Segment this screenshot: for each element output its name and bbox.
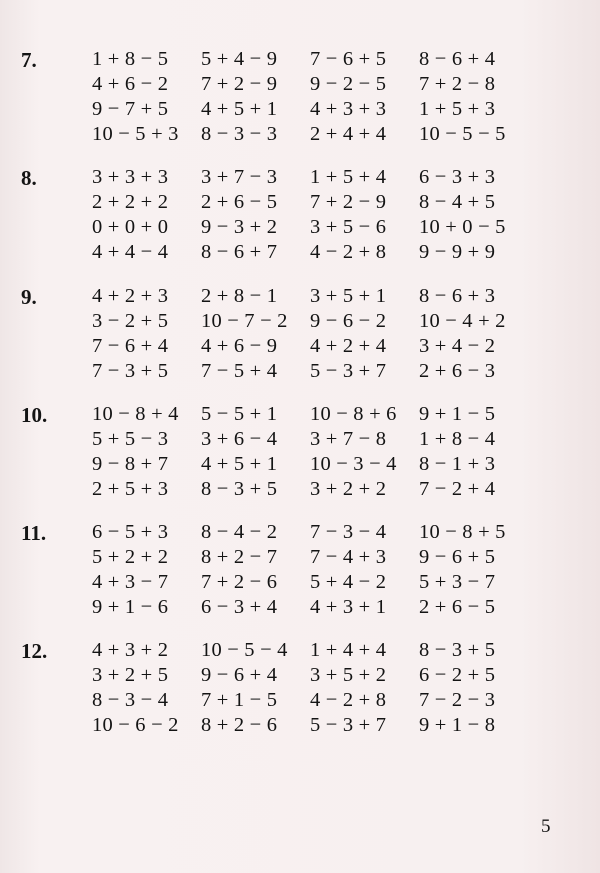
problem-row — [0, 545, 600, 569]
problem-row — [0, 688, 600, 712]
arithmetic-problem: 9 − 9 + 9 — [419, 241, 496, 263]
arithmetic-problem: 8 − 3 + 5 — [419, 639, 496, 661]
problem-row — [0, 427, 600, 451]
problem-row — [0, 240, 600, 264]
arithmetic-problem: 10 − 4 + 2 — [419, 310, 506, 332]
arithmetic-problem: 5 + 4 − 2 — [310, 571, 387, 593]
arithmetic-problem: 9 + 1 − 8 — [419, 714, 496, 736]
problem-row — [0, 359, 600, 383]
arithmetic-problem: 9 − 3 + 2 — [201, 216, 278, 238]
arithmetic-problem: 8 − 1 + 3 — [419, 453, 496, 475]
arithmetic-problem: 4 + 6 − 2 — [92, 73, 169, 95]
exercise-number: 11. — [21, 521, 47, 545]
problem-row — [0, 334, 600, 358]
arithmetic-problem: 3 + 5 − 6 — [310, 216, 387, 238]
arithmetic-problem: 7 − 4 + 3 — [310, 546, 387, 568]
problem-row — [0, 402, 600, 426]
problem-row — [0, 520, 600, 544]
problem-row — [0, 190, 600, 214]
arithmetic-problem: 5 + 5 − 3 — [92, 428, 169, 450]
arithmetic-problem: 3 + 7 − 3 — [201, 166, 278, 188]
arithmetic-problem: 7 + 2 − 8 — [419, 73, 496, 95]
arithmetic-problem: 2 + 2 + 2 — [92, 191, 169, 213]
arithmetic-problem: 8 − 6 + 4 — [419, 48, 496, 70]
arithmetic-problem: 8 − 3 − 4 — [92, 689, 169, 711]
problem-row — [0, 713, 600, 737]
arithmetic-problem: 8 + 2 − 7 — [201, 546, 278, 568]
arithmetic-problem: 7 − 3 − 4 — [310, 521, 387, 543]
problem-row — [0, 72, 600, 96]
exercise-7 — [0, 47, 600, 147]
arithmetic-problem: 8 − 4 − 2 — [201, 521, 278, 543]
arithmetic-problem: 4 − 2 + 8 — [310, 689, 387, 711]
arithmetic-problem: 2 + 8 − 1 — [201, 285, 278, 307]
exercise-12 — [0, 638, 600, 738]
arithmetic-problem: 9 − 7 + 5 — [92, 98, 169, 120]
exercise-10 — [0, 402, 600, 502]
arithmetic-problem: 6 − 2 + 5 — [419, 664, 496, 686]
problem-row — [0, 663, 600, 687]
arithmetic-problem: 3 + 2 + 5 — [92, 664, 169, 686]
arithmetic-problem: 3 + 4 − 2 — [419, 335, 496, 357]
arithmetic-problem: 4 + 2 + 3 — [92, 285, 169, 307]
arithmetic-problem: 8 − 6 + 7 — [201, 241, 278, 263]
arithmetic-problem: 6 − 3 + 4 — [201, 596, 278, 618]
arithmetic-problem: 1 + 5 + 3 — [419, 98, 496, 120]
arithmetic-problem: 10 − 7 − 2 — [201, 310, 288, 332]
arithmetic-problem: 2 + 5 + 3 — [92, 478, 169, 500]
problem-row — [0, 284, 600, 308]
problem-row — [0, 122, 600, 146]
arithmetic-problem: 7 + 2 − 9 — [310, 191, 387, 213]
arithmetic-problem: 9 + 1 − 5 — [419, 403, 496, 425]
arithmetic-problem: 9 − 6 − 2 — [310, 310, 387, 332]
arithmetic-problem: 8 − 4 + 5 — [419, 191, 496, 213]
arithmetic-problem: 4 + 3 + 1 — [310, 596, 387, 618]
arithmetic-problem: 4 + 5 + 1 — [201, 98, 278, 120]
arithmetic-problem: 4 − 2 + 8 — [310, 241, 387, 263]
arithmetic-problem: 5 − 5 + 1 — [201, 403, 278, 425]
problem-row — [0, 595, 600, 619]
arithmetic-problem: 3 + 2 + 2 — [310, 478, 387, 500]
arithmetic-problem: 7 − 5 + 4 — [201, 360, 278, 382]
arithmetic-problem: 5 + 4 − 9 — [201, 48, 278, 70]
arithmetic-problem: 3 + 7 − 8 — [310, 428, 387, 450]
arithmetic-problem: 5 + 3 − 7 — [419, 571, 496, 593]
arithmetic-problem: 4 + 6 − 9 — [201, 335, 278, 357]
arithmetic-problem: 4 + 5 + 1 — [201, 453, 278, 475]
arithmetic-problem: 1 + 8 − 4 — [419, 428, 496, 450]
problem-row — [0, 570, 600, 594]
arithmetic-problem: 1 + 5 + 4 — [310, 166, 387, 188]
arithmetic-problem: 2 + 6 − 5 — [201, 191, 278, 213]
arithmetic-problem: 1 + 4 + 4 — [310, 639, 387, 661]
arithmetic-problem: 8 − 3 + 5 — [201, 478, 278, 500]
arithmetic-problem: 5 − 3 + 7 — [310, 360, 387, 382]
arithmetic-problem: 6 − 3 + 3 — [419, 166, 496, 188]
arithmetic-problem: 2 + 6 − 3 — [419, 360, 496, 382]
problem-row — [0, 47, 600, 71]
arithmetic-problem: 7 + 2 − 6 — [201, 571, 278, 593]
exercise-11 — [0, 520, 600, 620]
arithmetic-problem: 10 − 8 + 4 — [92, 403, 179, 425]
problem-row — [0, 452, 600, 476]
arithmetic-problem: 3 + 5 + 1 — [310, 285, 387, 307]
arithmetic-problem: 7 − 6 + 5 — [310, 48, 387, 70]
arithmetic-problem: 3 − 2 + 5 — [92, 310, 169, 332]
arithmetic-problem: 10 − 5 + 3 — [92, 123, 179, 145]
exercise-8 — [0, 165, 600, 265]
exercise-number: 9. — [21, 285, 37, 309]
exercise-number: 8. — [21, 166, 37, 190]
arithmetic-problem: 7 − 2 + 4 — [419, 478, 496, 500]
arithmetic-problem: 10 − 5 − 5 — [419, 123, 506, 145]
problem-row — [0, 309, 600, 333]
arithmetic-problem: 4 + 3 + 3 — [310, 98, 387, 120]
arithmetic-problem: 3 + 5 + 2 — [310, 664, 387, 686]
arithmetic-problem: 1 + 8 − 5 — [92, 48, 169, 70]
exercise-9 — [0, 284, 600, 384]
arithmetic-problem: 8 − 6 + 3 — [419, 285, 496, 307]
arithmetic-problem: 3 + 3 + 3 — [92, 166, 169, 188]
arithmetic-problem: 4 + 3 + 2 — [92, 639, 169, 661]
arithmetic-problem: 3 + 6 − 4 — [201, 428, 278, 450]
arithmetic-problem: 10 − 8 + 6 — [310, 403, 397, 425]
arithmetic-problem: 7 − 3 + 5 — [92, 360, 169, 382]
arithmetic-problem: 9 − 6 + 4 — [201, 664, 278, 686]
exercise-number: 10. — [21, 403, 48, 427]
arithmetic-problem: 7 − 6 + 4 — [92, 335, 169, 357]
problem-row — [0, 97, 600, 121]
problem-row — [0, 215, 600, 239]
arithmetic-problem: 6 − 5 + 3 — [92, 521, 169, 543]
problem-row — [0, 638, 600, 662]
arithmetic-problem: 9 − 6 + 5 — [419, 546, 496, 568]
arithmetic-problem: 0 + 0 + 0 — [92, 216, 169, 238]
arithmetic-problem: 10 + 0 − 5 — [419, 216, 506, 238]
arithmetic-problem: 7 + 2 − 9 — [201, 73, 278, 95]
exercise-number: 7. — [21, 48, 37, 72]
arithmetic-problem: 5 + 2 + 2 — [92, 546, 169, 568]
arithmetic-problem: 5 − 3 + 7 — [310, 714, 387, 736]
arithmetic-problem: 10 − 5 − 4 — [201, 639, 288, 661]
arithmetic-problem: 2 + 6 − 5 — [419, 596, 496, 618]
arithmetic-problem: 10 − 3 − 4 — [310, 453, 397, 475]
arithmetic-problem: 2 + 4 + 4 — [310, 123, 387, 145]
arithmetic-problem: 7 + 1 − 5 — [201, 689, 278, 711]
arithmetic-problem: 7 − 2 − 3 — [419, 689, 496, 711]
arithmetic-problem: 9 − 2 − 5 — [310, 73, 387, 95]
exercise-number: 12. — [21, 639, 48, 663]
arithmetic-problem: 9 + 1 − 6 — [92, 596, 169, 618]
arithmetic-problem: 4 + 2 + 4 — [310, 335, 387, 357]
arithmetic-problem: 8 − 3 − 3 — [201, 123, 278, 145]
arithmetic-problem: 10 − 6 − 2 — [92, 714, 179, 736]
arithmetic-problem: 4 + 3 − 7 — [92, 571, 169, 593]
page-number: 5 — [541, 816, 551, 837]
arithmetic-problem: 10 − 8 + 5 — [419, 521, 506, 543]
problem-row — [0, 165, 600, 189]
arithmetic-problem: 8 + 2 − 6 — [201, 714, 278, 736]
problem-row — [0, 477, 600, 501]
arithmetic-problem: 9 − 8 + 7 — [92, 453, 169, 475]
arithmetic-problem: 4 + 4 − 4 — [92, 241, 169, 263]
